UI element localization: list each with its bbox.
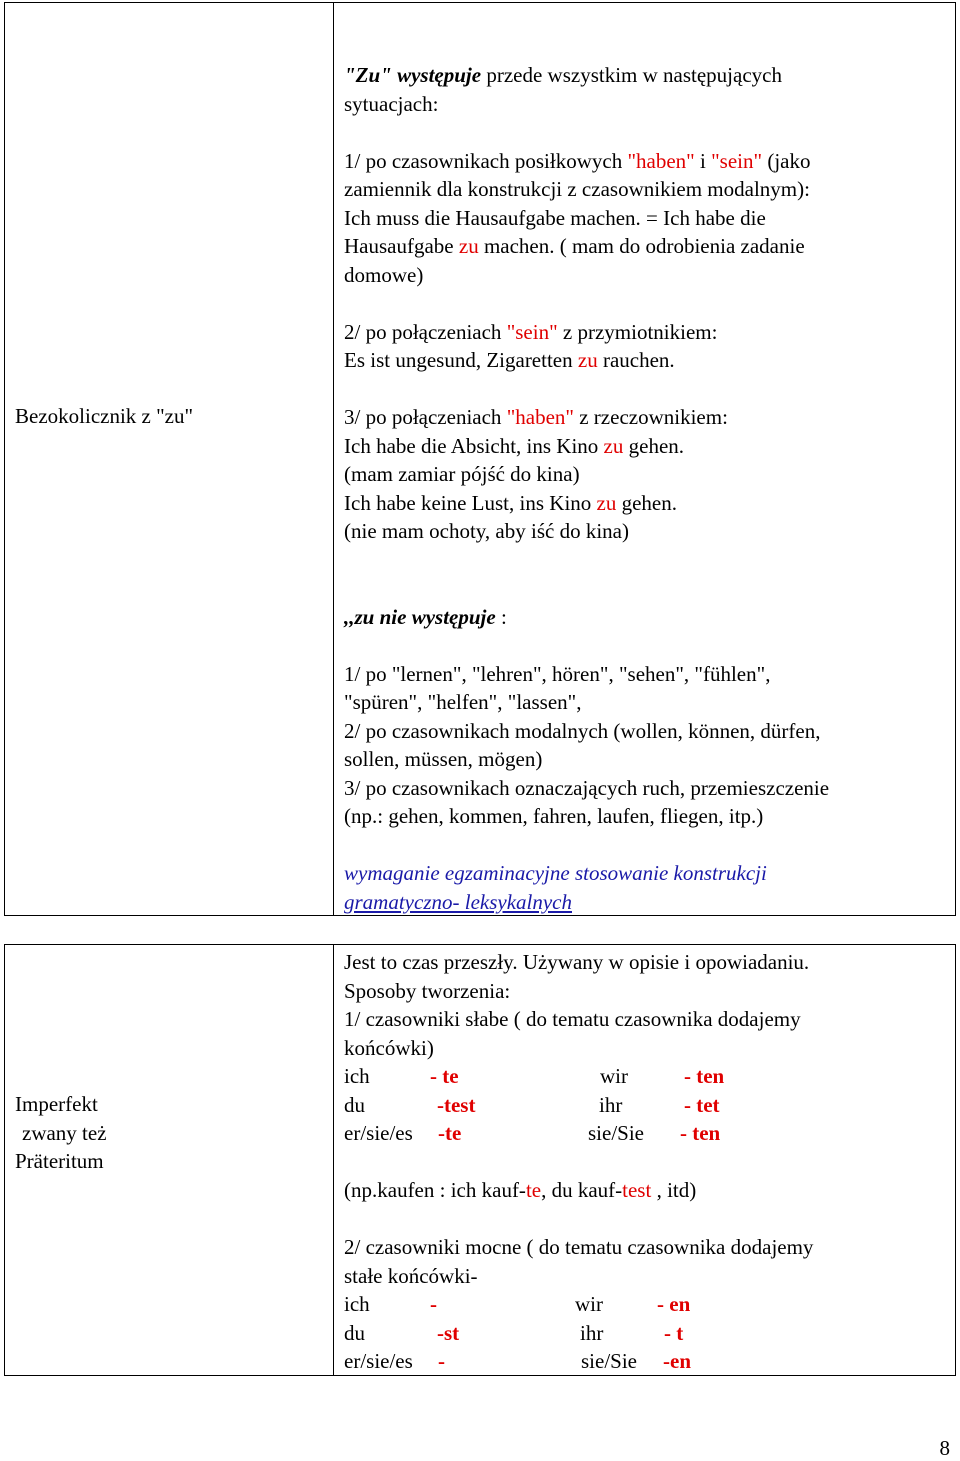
rule-1-line-1: 1/ po czasownikach posiłkowych "haben" i "sein" (jako bbox=[344, 148, 811, 173]
zu-lead-quote: "Zu" występuje bbox=[344, 63, 482, 87]
exam-requirement-line-1: wymaganie egzaminacyjne stosowanie konstrukcji bbox=[344, 861, 767, 885]
label-imperfekt: Imperfekt bbox=[15, 1092, 98, 1117]
negative-line-5: 3/ po czasownikach oznaczających ruch, przemieszczenie bbox=[344, 775, 830, 800]
rule-1-line-5: domowe) bbox=[344, 262, 424, 287]
negative-line-6: (np.: gehen, kommen, fahren, laufen, fliegen, itp.) bbox=[344, 804, 764, 828]
rule-2-line-1: 2/ po połączeniach "sein" z przymiotnikiem: bbox=[344, 319, 718, 344]
rule-3-line-1: 3/ po połączeniach "haben" z rzeczownikiem: bbox=[344, 405, 728, 429]
rule-1-line-2: zamiennik dla konstrukcji z czasownikiem modalnym): bbox=[344, 177, 810, 201]
weak-row: ich - te wir - ten bbox=[344, 1064, 725, 1088]
negative-line-1: 1/ po "lernen", "lehren", hören", "sehen", "fühlen", bbox=[344, 661, 771, 686]
negative-line-2: "spüren", "helfen", "lassen", bbox=[344, 690, 582, 714]
rule-3-line-5: (nie mam ochoty, aby iść do kina) bbox=[344, 519, 629, 543]
weak-example: (np.kaufen : ich kauf-te, du kauf-test , itd) bbox=[344, 1178, 697, 1202]
column-divider bbox=[333, 945, 334, 1375]
strong-line-2: stałe końcówki- bbox=[344, 1263, 478, 1288]
intro-line-1: "Zu" występuje przede wszystkim w następujących bbox=[344, 63, 782, 87]
label-prateritum: Präteritum bbox=[15, 1149, 104, 1174]
intro-line-4: końcówki) bbox=[344, 1035, 434, 1060]
row-label-zu bbox=[5, 3, 333, 829]
table-zu-infinitive bbox=[4, 2, 956, 916]
rule-1-line-4: Hausaufgabe zu machen. ( mam do odrobienia zadanie bbox=[344, 234, 805, 258]
weak-row: du -test ihr - tet bbox=[344, 1092, 720, 1117]
negative-line-4: sollen, müssen, mögen) bbox=[344, 747, 543, 771]
label-zwany-tez: zwany też bbox=[22, 1120, 107, 1145]
table-imperfekt bbox=[4, 944, 956, 1376]
intro-line-2: sytuacjach: bbox=[344, 91, 439, 116]
intro-line-2: Sposoby tworzenia: bbox=[344, 978, 511, 1003]
rule-3-line-2: Ich habe die Absicht, ins Kino zu gehen. bbox=[344, 433, 685, 458]
rule-1-line-3: Ich muss die Hausaufgabe machen. = Ich habe die bbox=[344, 205, 766, 230]
zu-content bbox=[344, 61, 949, 916]
negative-line-3: 2/ po czasownikach modalnych (wollen, können, dürfen, bbox=[344, 718, 821, 743]
negative-heading: ,,zu nie występuje : bbox=[344, 604, 507, 629]
intro-line-1: Jest to czas przeszły. Używany w opisie i opowiadaniu. bbox=[344, 950, 810, 974]
page-number: 8 bbox=[939, 1436, 950, 1460]
imperfekt-content bbox=[344, 948, 949, 1376]
strong-row: du -st ihr - t bbox=[344, 1320, 684, 1345]
rule-2-line-2: Es ist ungesund, Zigaretten zu rauchen. bbox=[344, 348, 675, 372]
column-divider bbox=[333, 3, 334, 915]
rule-3-line-3: (mam zamiar pójść do kina) bbox=[344, 462, 580, 486]
strong-row: er/sie/es - sie/Sie -en bbox=[344, 1349, 691, 1373]
intro-line-3: 1/ czasowniki słabe ( do tematu czasownika dodajemy bbox=[344, 1007, 801, 1031]
strong-line-1: 2/ czasowniki mocne ( do tematu czasownika dodajemy bbox=[344, 1235, 814, 1259]
row-label-text: Bezokolicznik z "zu" bbox=[15, 403, 194, 428]
row-label-imperfekt bbox=[5, 945, 333, 1321]
weak-row: er/sie/es -te sie/Sie - ten bbox=[344, 1121, 721, 1145]
rule-3-line-4: Ich habe keine Lust, ins Kino zu gehen. bbox=[344, 490, 678, 515]
strong-row: ich - wir - en bbox=[344, 1292, 691, 1316]
exam-requirement-line-2: gramatyczno- leksykalnych bbox=[344, 889, 572, 914]
